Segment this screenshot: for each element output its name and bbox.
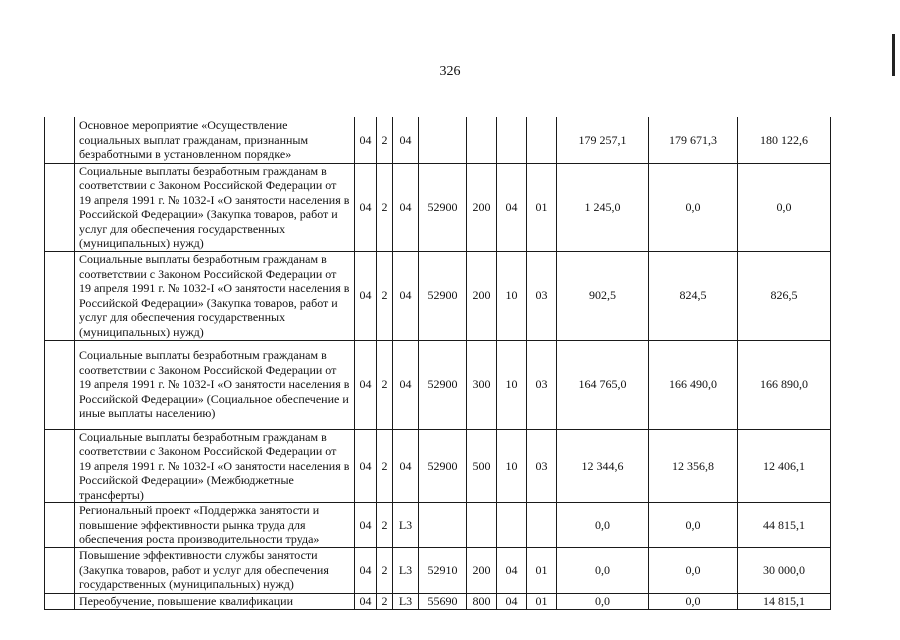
code-direction: 52900: [419, 251, 467, 340]
code-expense-type: 300: [467, 340, 497, 429]
amount-year-1: 179 257,1: [557, 117, 649, 163]
code-subprogram: 2: [377, 163, 393, 251]
code-subprogram: 2: [377, 503, 393, 548]
code-expense-type: 200: [467, 163, 497, 251]
row-stub-cell: [45, 593, 75, 609]
code-measure: 04: [393, 117, 419, 163]
amount-year-3: 44 815,1: [738, 503, 831, 548]
code-section-rz: 10: [497, 340, 527, 429]
code-section-rz: [497, 503, 527, 548]
code-subprogram: 2: [377, 117, 393, 163]
table-row: [45, 547, 831, 593]
code-expense-type: 800: [467, 593, 497, 609]
code-measure: 04: [393, 251, 419, 340]
row-name: Социальные выплаты безработным гражданам в соответствии с Законом Российской Федерации от 19 апреля 1991 г. № 1032-I «О занятости населения в Российской Федерации» (Закупка товаров, работ и услуг для обеспечения государственных (муниципальных) нужд): [75, 163, 355, 251]
code-subprogram: 2: [377, 340, 393, 429]
amount-year-1: 12 344,6: [557, 429, 649, 503]
code-section: 04: [355, 429, 377, 503]
amount-year-2: 12 356,8: [649, 429, 738, 503]
row-stub-cell: [45, 251, 75, 340]
code-direction: 52900: [419, 163, 467, 251]
amount-year-1: 164 765,0: [557, 340, 649, 429]
amount-year-2: 0,0: [649, 163, 738, 251]
row-name: Основное мероприятие «Осуществление социальных выплат гражданам, признанным безработными в установленном порядке»: [75, 117, 355, 163]
code-subsection-pr: 03: [527, 251, 557, 340]
code-section: 04: [355, 593, 377, 609]
code-direction: 52900: [419, 429, 467, 503]
code-subsection-pr: 01: [527, 593, 557, 609]
code-measure: L3: [393, 547, 419, 593]
code-section-rz: 04: [497, 547, 527, 593]
page-number: 326: [439, 64, 461, 79]
table-body: [45, 117, 831, 609]
row-name: Региональный проект «Поддержка занятости и повышение эффективности рынка труда для обеспечения роста производительности труда»: [75, 503, 355, 548]
code-direction: 52900: [419, 340, 467, 429]
amount-year-1: 902,5: [557, 251, 649, 340]
code-subprogram: 2: [377, 593, 393, 609]
table-row: [45, 429, 831, 503]
code-section-rz: 10: [497, 429, 527, 503]
row-stub-cell: [45, 340, 75, 429]
code-expense-type: 200: [467, 547, 497, 593]
amount-year-1: 0,0: [557, 593, 649, 609]
code-subsection-pr: [527, 503, 557, 548]
code-subsection-pr: [527, 117, 557, 163]
code-direction: 55690: [419, 593, 467, 609]
code-section-rz: [497, 117, 527, 163]
code-direction: 52910: [419, 547, 467, 593]
code-measure: L3: [393, 503, 419, 548]
row-name: Переобучение, повышение квалификации: [75, 593, 355, 609]
code-measure: 04: [393, 340, 419, 429]
code-subprogram: 2: [377, 547, 393, 593]
table-row: [45, 340, 831, 429]
code-section: 04: [355, 503, 377, 548]
code-expense-type: 500: [467, 429, 497, 503]
amount-year-2: 166 490,0: [649, 340, 738, 429]
code-section: 04: [355, 547, 377, 593]
code-direction: [419, 117, 467, 163]
row-stub-cell: [45, 117, 75, 163]
amount-year-2: 824,5: [649, 251, 738, 340]
table-row: [45, 163, 831, 251]
code-section-rz: 04: [497, 163, 527, 251]
table-row: [45, 593, 831, 609]
code-subsection-pr: 01: [527, 547, 557, 593]
amount-year-2: 179 671,3: [649, 117, 738, 163]
code-measure: 04: [393, 163, 419, 251]
code-subprogram: 2: [377, 429, 393, 503]
amount-year-2: 0,0: [649, 503, 738, 548]
row-stub-cell: [45, 163, 75, 251]
amount-year-2: 0,0: [649, 593, 738, 609]
code-expense-type: 200: [467, 251, 497, 340]
budget-table: [44, 117, 831, 610]
amount-year-2: 0,0: [649, 547, 738, 593]
code-section: 04: [355, 251, 377, 340]
code-section: 04: [355, 117, 377, 163]
table-row: [45, 251, 831, 340]
code-measure: 04: [393, 429, 419, 503]
row-name: Социальные выплаты безработным гражданам в соответствии с Законом Российской Федерации от 19 апреля 1991 г. № 1032-I «О занятости населения в Российской Федерации» (Закупка товаров, работ и услуг для обеспечения государственных (муниципальных) нужд): [75, 251, 355, 340]
amount-year-1: 1 245,0: [557, 163, 649, 251]
code-section-rz: 10: [497, 251, 527, 340]
code-expense-type: [467, 117, 497, 163]
row-name: Социальные выплаты безработным гражданам в соответствии с Законом Российской Федерации от 19 апреля 1991 г. № 1032-I «О занятости населения в Российской Федерации» (Межбюджетные трансферты): [75, 429, 355, 503]
amount-year-3: 30 000,0: [738, 547, 831, 593]
code-expense-type: [467, 503, 497, 548]
amount-year-3: 826,5: [738, 251, 831, 340]
code-direction: [419, 503, 467, 548]
row-stub-cell: [45, 503, 75, 548]
code-subprogram: 2: [377, 251, 393, 340]
scan-edge-mark: [892, 34, 895, 76]
code-section: 04: [355, 163, 377, 251]
code-measure: L3: [393, 593, 419, 609]
row-name: Социальные выплаты безработным гражданам в соответствии с Законом Российской Федерации от 19 апреля 1991 г. № 1032-I «О занятости населения в Российской Федерации» (Социальное обеспечение и иные выплаты населению): [75, 340, 355, 429]
code-section: 04: [355, 340, 377, 429]
amount-year-3: 180 122,6: [738, 117, 831, 163]
code-subsection-pr: 03: [527, 340, 557, 429]
table-row: [45, 117, 831, 163]
row-name: Повышение эффективности службы занятости (Закупка товаров, работ и услуг для обеспечения государственных (муниципальных) нужд): [75, 547, 355, 593]
code-subsection-pr: 01: [527, 163, 557, 251]
row-stub-cell: [45, 547, 75, 593]
row-stub-cell: [45, 429, 75, 503]
amount-year-1: 0,0: [557, 503, 649, 548]
amount-year-3: 14 815,1: [738, 593, 831, 609]
code-section-rz: 04: [497, 593, 527, 609]
amount-year-3: 0,0: [738, 163, 831, 251]
code-subsection-pr: 03: [527, 429, 557, 503]
amount-year-1: 0,0: [557, 547, 649, 593]
amount-year-3: 166 890,0: [738, 340, 831, 429]
table-row: [45, 503, 831, 548]
amount-year-3: 12 406,1: [738, 429, 831, 503]
